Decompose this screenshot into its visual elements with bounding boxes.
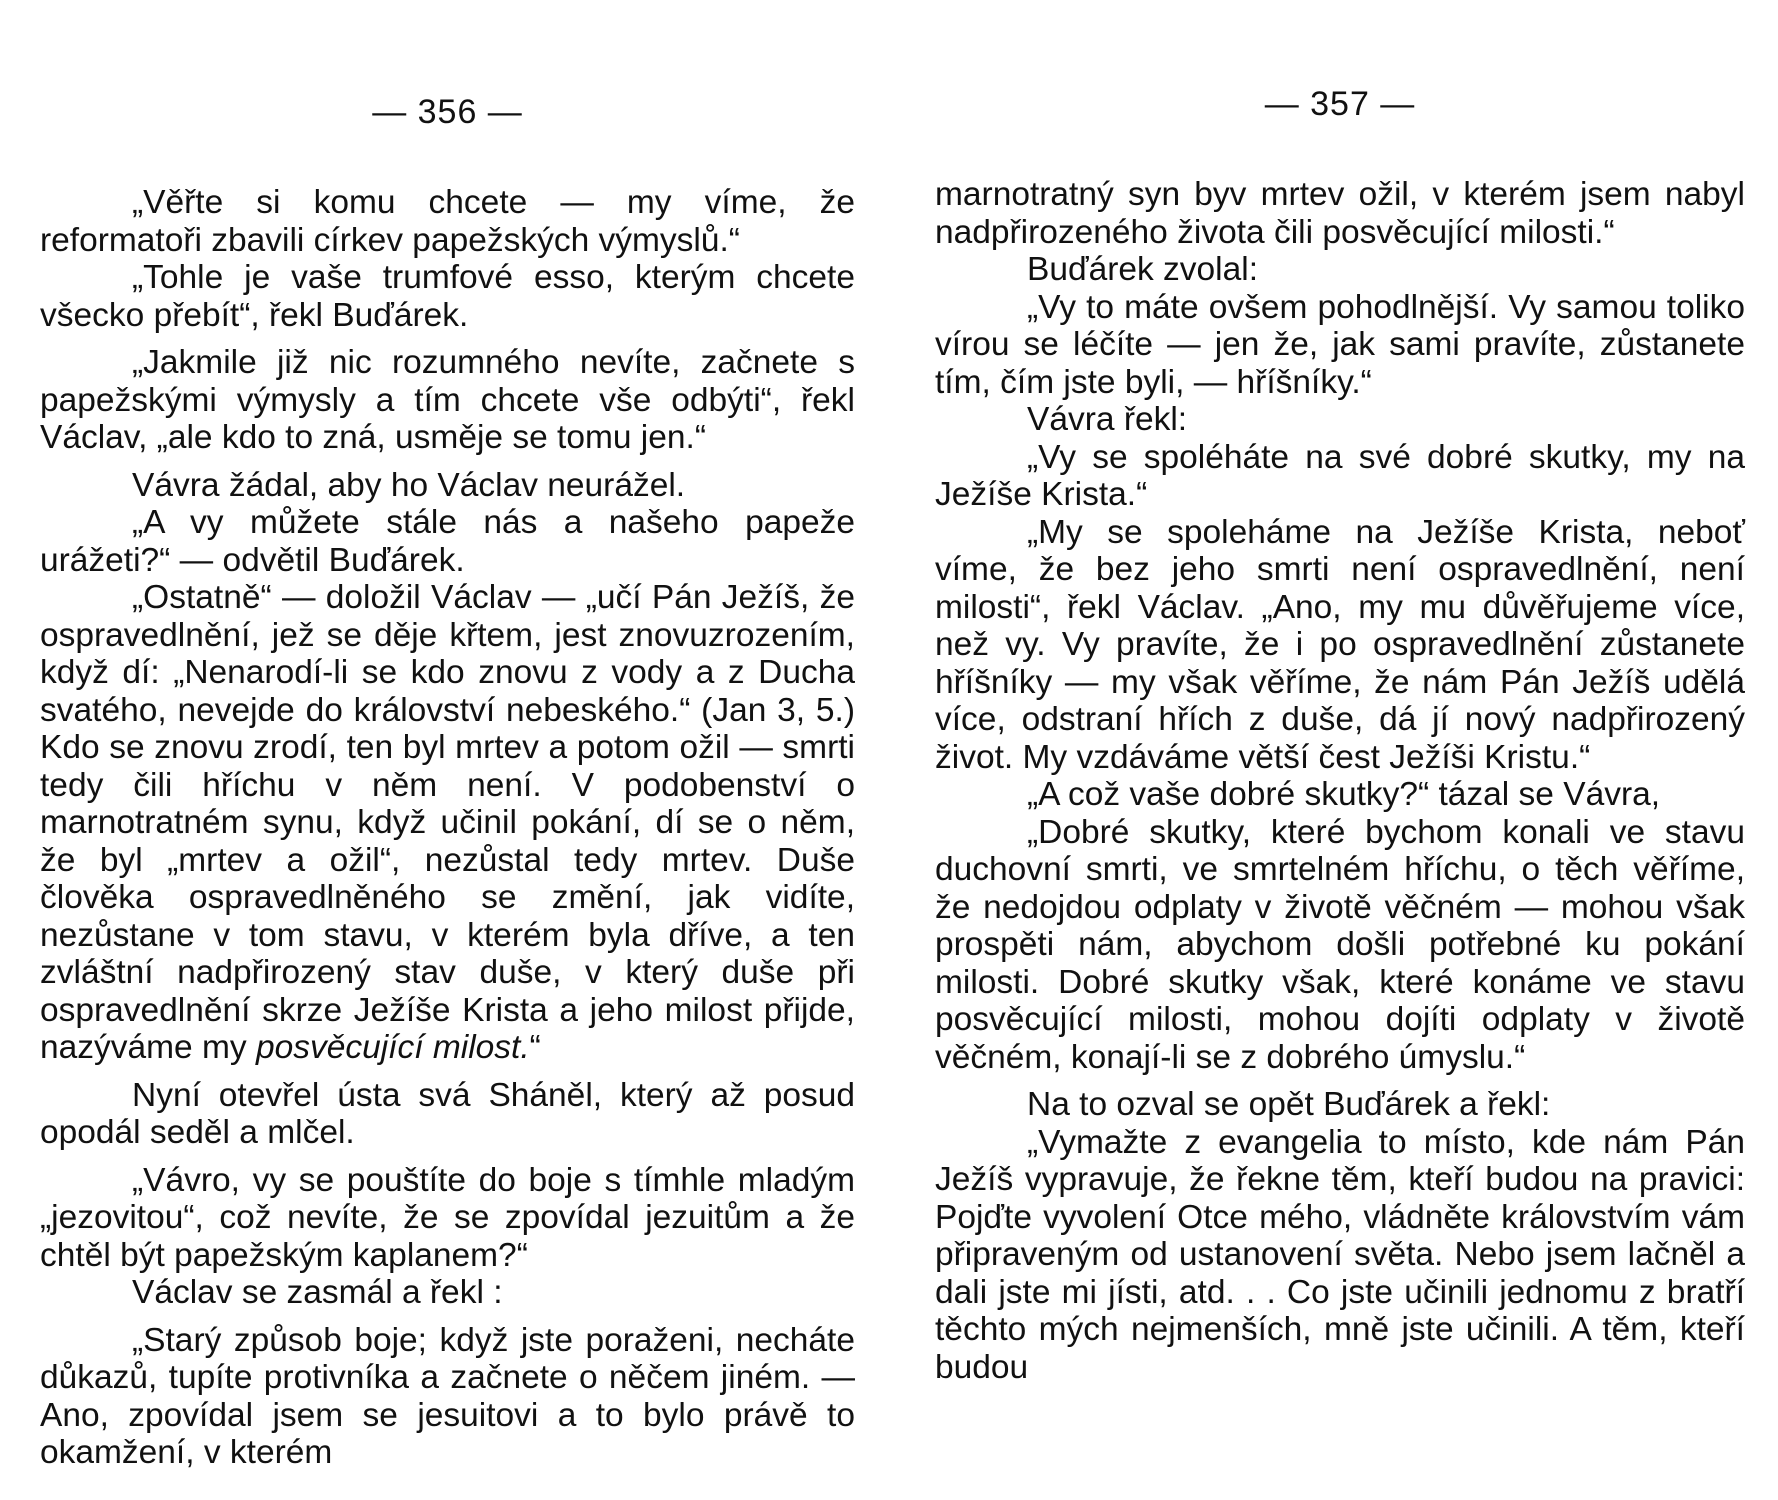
paragraph: Vávra žádal, aby ho Václav neurážel. [132,466,686,504]
right-page-text [935,176,1745,1386]
italic-term: posvěcující milost. [255,1029,530,1066]
paragraph: „Věřte si komu chcete — my víme, že reformatoři zbavili církev papežských výmyslů.“ [40,184,855,259]
paragraph: „Jakmile již nic rozumného nevíte, začnete s papežskými výmysly a tím chcete vše odbýti“, řekl Václav, „ale kdo to zná, usměje se tomu jen.“ [40,344,855,456]
paragraph: „Dobré skutky, které bychom konali ve stavu duchovní smrti, ve smrtelném hříchu, o těch věříme, že nedojdou odplaty v životě věčném — mohou však prospěti nám, abychom došli potřebné ku pokání milosti. Dobré skutky však, které konáme ve stavu posvěcující milosti, mohou dojíti odplaty v životě věčném, konají-li se z dobrého úmyslu.“ [935,813,1745,1076]
paragraph: Vávra řekl: [1027,401,1188,438]
right-page [935,0,1745,1386]
paragraph: „Tohle je vaše trumfové esso, kterým chcete všecko přebít“, řekl Buďárek. [40,259,855,334]
paragraph: Václav se zasmál a řekl : [132,1274,503,1311]
paragraph: „Vy to máte ovšem pohodlnější. Vy samou toliko vírou se léčíte — jen že, jak sami pravíte, zůstanete tím, čím jste byli, — hříšníky.“ [935,288,1745,401]
paragraph-with-italic [40,579,855,1067]
paragraph: „Starý způsob boje; když jste poraženi, necháte důkazů, tupíte protivníka a začnete o něčem jiném. — Ano, zpovídal jsem se jesuitovi a to bylo právě to okamžení, v kterém [40,1321,855,1471]
paragraph: „Vy se spoléháte na své dobré skutky, my na Ježíše Krista.“ [935,438,1745,513]
paragraph: Nyní otevřel ústa svá Sháněl, který až posud opodál seděl a mlčel. [40,1076,855,1151]
paragraph-text: „Ostatně“ — doložil Václav — „učí Pán Ježíš, že ospravedlnění, jež se děje křtem, jest znovuzrozením, když dí: „Nenarodí-li se kdo znovu z vody a z Ducha svatého, nevejde do království nebeského.“ (Jan 3, 5.) Kdo se znovu zrodí, ten byl mrtev a potom ožil — smrti tedy čili hříchu v něm není. V podobenství o marnotratném synu, když učinil pokání, dí se o něm, že byl „mrtev a ožil“, nezůstal tedy mrtev. Duše člověka ospravedlněného se změní, jak vidíte, nezůstane v tom stavu, v kterém byla dříve, a ten zvláštní nadpřirozený stav duše, v který duše při ospravedlnění skrze Ježíše Krista a jeho milost přijde, nazýváme my [40,579,855,1066]
paragraph: marnotratný syn byv mrtev ožil, v kterém jsem nabyl nadpřirozeného života čili posvěcující milosti.“ [935,176,1745,251]
page-number-right: — 357 — [1264,85,1416,123]
page-number-left: — 356 — [372,93,523,131]
paragraph: „Vávro, vy se pouštíte do boje s tímhle mladým „jezovitou“, což nevíte, že se zpovídal jezuitům a že chtěl být papežským kaplanem?“ [40,1161,855,1274]
paragraph: „A vy můžete stále nás a našeho papeže urážeti?“ — odvětil Buďárek. [40,504,855,579]
paragraph: „A což vaše dobré skutky?“ tázal se Vávra, [1027,776,1661,813]
paragraph: „My se spoleháme na Ježíše Krista, neboť víme, že bez jeho smrti není ospravedlnění, není milosti“, řekl Václav. „Ano, my mu důvěřujeme více, než vy. Vy pravíte, že i po ospravedlnění zůstanete hříšníky — my však věříme, že nám Pán Ježíš udělá více, odstraní hřích z duše, dá jí nový nadpřirozený život. My vzdáváme větší čest Ježíši Kristu.“ [935,513,1745,776]
left-page [40,0,855,1472]
paragraph: Na to ozval se opět Buďárek a řekl: [1027,1086,1551,1123]
left-page-text [40,184,855,1472]
paragraph: Buďárek zvolal: [1027,251,1258,288]
closing-quote: “ [529,1029,541,1066]
paragraph: „Vymažte z evangelia to místo, kde nám Pán Ježíš vypravuje, že řekne těm, kteří budou na pravici: Pojďte vyvolení Otce mého, vládněte královstvím vám připraveným od ustanovení světa. Nebo jsem lačněl a dali jste mi jísti, atd. . . Co jste učinili jednomu z bratří těchto mých nejmenších, mně jste učinili. A těm, kteří budou [935,1123,1745,1386]
